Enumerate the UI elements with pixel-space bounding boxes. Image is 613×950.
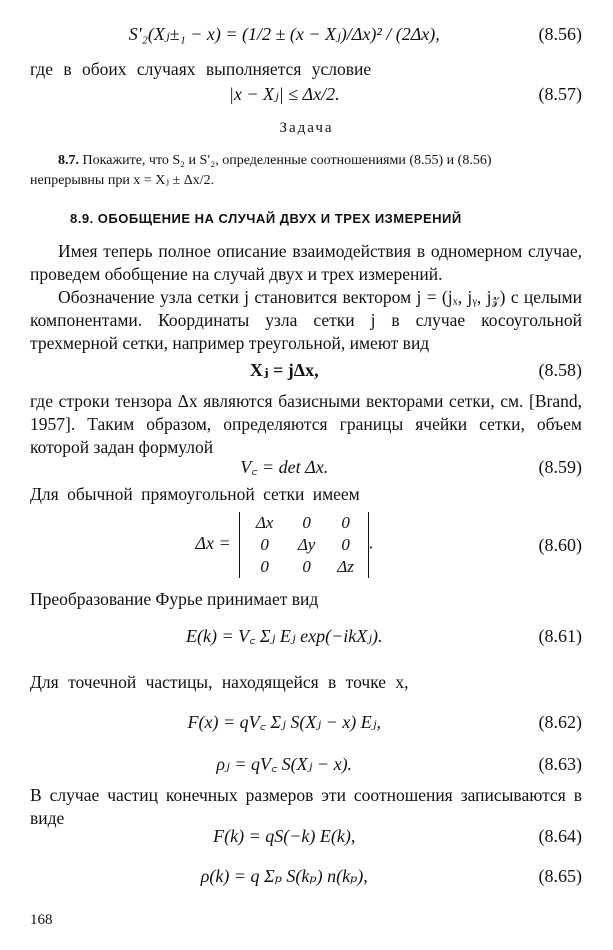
matrix-equation [30,512,539,578]
matrix-cell: 0 [260,535,269,554]
task-text: Покажите, что S₂ и S′₂, определенные соотношениями (8.55) и (8.56) [82,153,492,168]
equation-8-64 [30,826,582,852]
paragraph: В случае частиц конечных размеров эти соотношения записываются в виде [30,785,582,828]
equation-text: ρ(k) = q Σₚ S(kₚ) n(kₚ), [200,866,368,886]
equation-number: (8.59) [538,457,582,477]
equation-number: (8.63) [538,754,582,774]
equation-8-58 [30,360,582,386]
matrix-tail: . [368,532,374,553]
task-line-1 [58,152,492,170]
equation-8-59 [30,455,582,481]
section-heading: 8.9. ОБОБЩЕНИЕ НА СЛУЧАЙ ДВУХ И ТРЕХ ИЗМЕРЕНИЙ [70,211,462,226]
matrix [239,512,369,578]
body-line: где в обоих случаях выполняется условие [30,59,372,79]
equation-8-63 [30,752,582,778]
equation-text: F(k) = qS(−k) E(k), [213,826,356,846]
matrix-cell: 0 [341,513,350,532]
equation-8-65 [30,866,582,892]
equation-number: (8.56) [538,24,582,44]
equation-8-56 [30,24,582,50]
body-line: Для обычной прямоугольной сетки имеем [30,484,360,504]
matrix-lhs: Δx = [195,532,231,553]
equation-8-62 [30,710,582,736]
equation-number: (8.62) [538,712,582,732]
matrix-cell: Δx [255,513,274,532]
matrix-cell: 0 [260,557,269,576]
equation-8-60 [30,510,582,580]
task-number: 8.7. [58,153,79,168]
equation-text: V꜀ = det Δx. [240,457,329,477]
matrix-cell: 0 [302,557,311,576]
equation-text: F(x) = qV꜀ Σⱼ S(Xⱼ − x) Eⱼ, [187,712,381,732]
equation-number: (8.61) [538,626,582,646]
matrix-cell: 0 [302,513,311,532]
equation-number: (8.65) [538,866,582,886]
equation-text: S′₂(Xⱼ±₁ − x) = (1/2 ± (x − Xⱼ)/Δx)² / (2Δx), [128,24,440,44]
task-line-2: непрерывны при x = Xⱼ ± Δx/2. [30,173,215,188]
equation-number: (8.58) [538,360,582,380]
equation-number: (8.64) [538,826,582,846]
equation-number: (8.60) [538,534,582,555]
equation-8-57 [30,84,582,110]
matrix-cell: Δy [297,535,316,554]
equation-text: E(k) = V꜀ Σⱼ Eⱼ exp(−ikXⱼ). [186,626,383,646]
equation-8-61 [30,624,582,650]
paragraph: Обозначение узла сетки j становится вектором j = (jₓ, jᵧ, j𝓏) с целыми компонентами. Координаты узла сетки j в случае косоугольной трехмерной сетки, например треугольной, имеют вид [30,287,582,353]
matrix-cell: 0 [341,535,350,554]
task-heading: Задача [279,120,334,136]
equation-number: (8.57) [538,84,582,104]
paragraph: Имея теперь полное описание взаимодействия в одномерном случае, проведем обобщение на случай двух и трех измерений. [30,241,582,284]
equation-text: |x − Xⱼ| ≤ Δx/2. [228,84,340,104]
body-line: Преобразование Фурье принимает вид [30,589,319,609]
matrix-cell: Δz [337,557,354,576]
equation-text: ρⱼ = qV꜀ S(Xⱼ − x). [216,754,353,774]
equation-text: Xⱼ = jΔx, [249,360,319,380]
body-line: Для точечной частицы, находящейся в точке x, [30,672,409,692]
paragraph: где строки тензора Δx являются базисными векторами сетки, см. [Brand, 1957]. Таким образом, определяются границы ячейки сетки, объем которой задан формулой [30,391,582,457]
page-number: 168 [30,912,53,928]
